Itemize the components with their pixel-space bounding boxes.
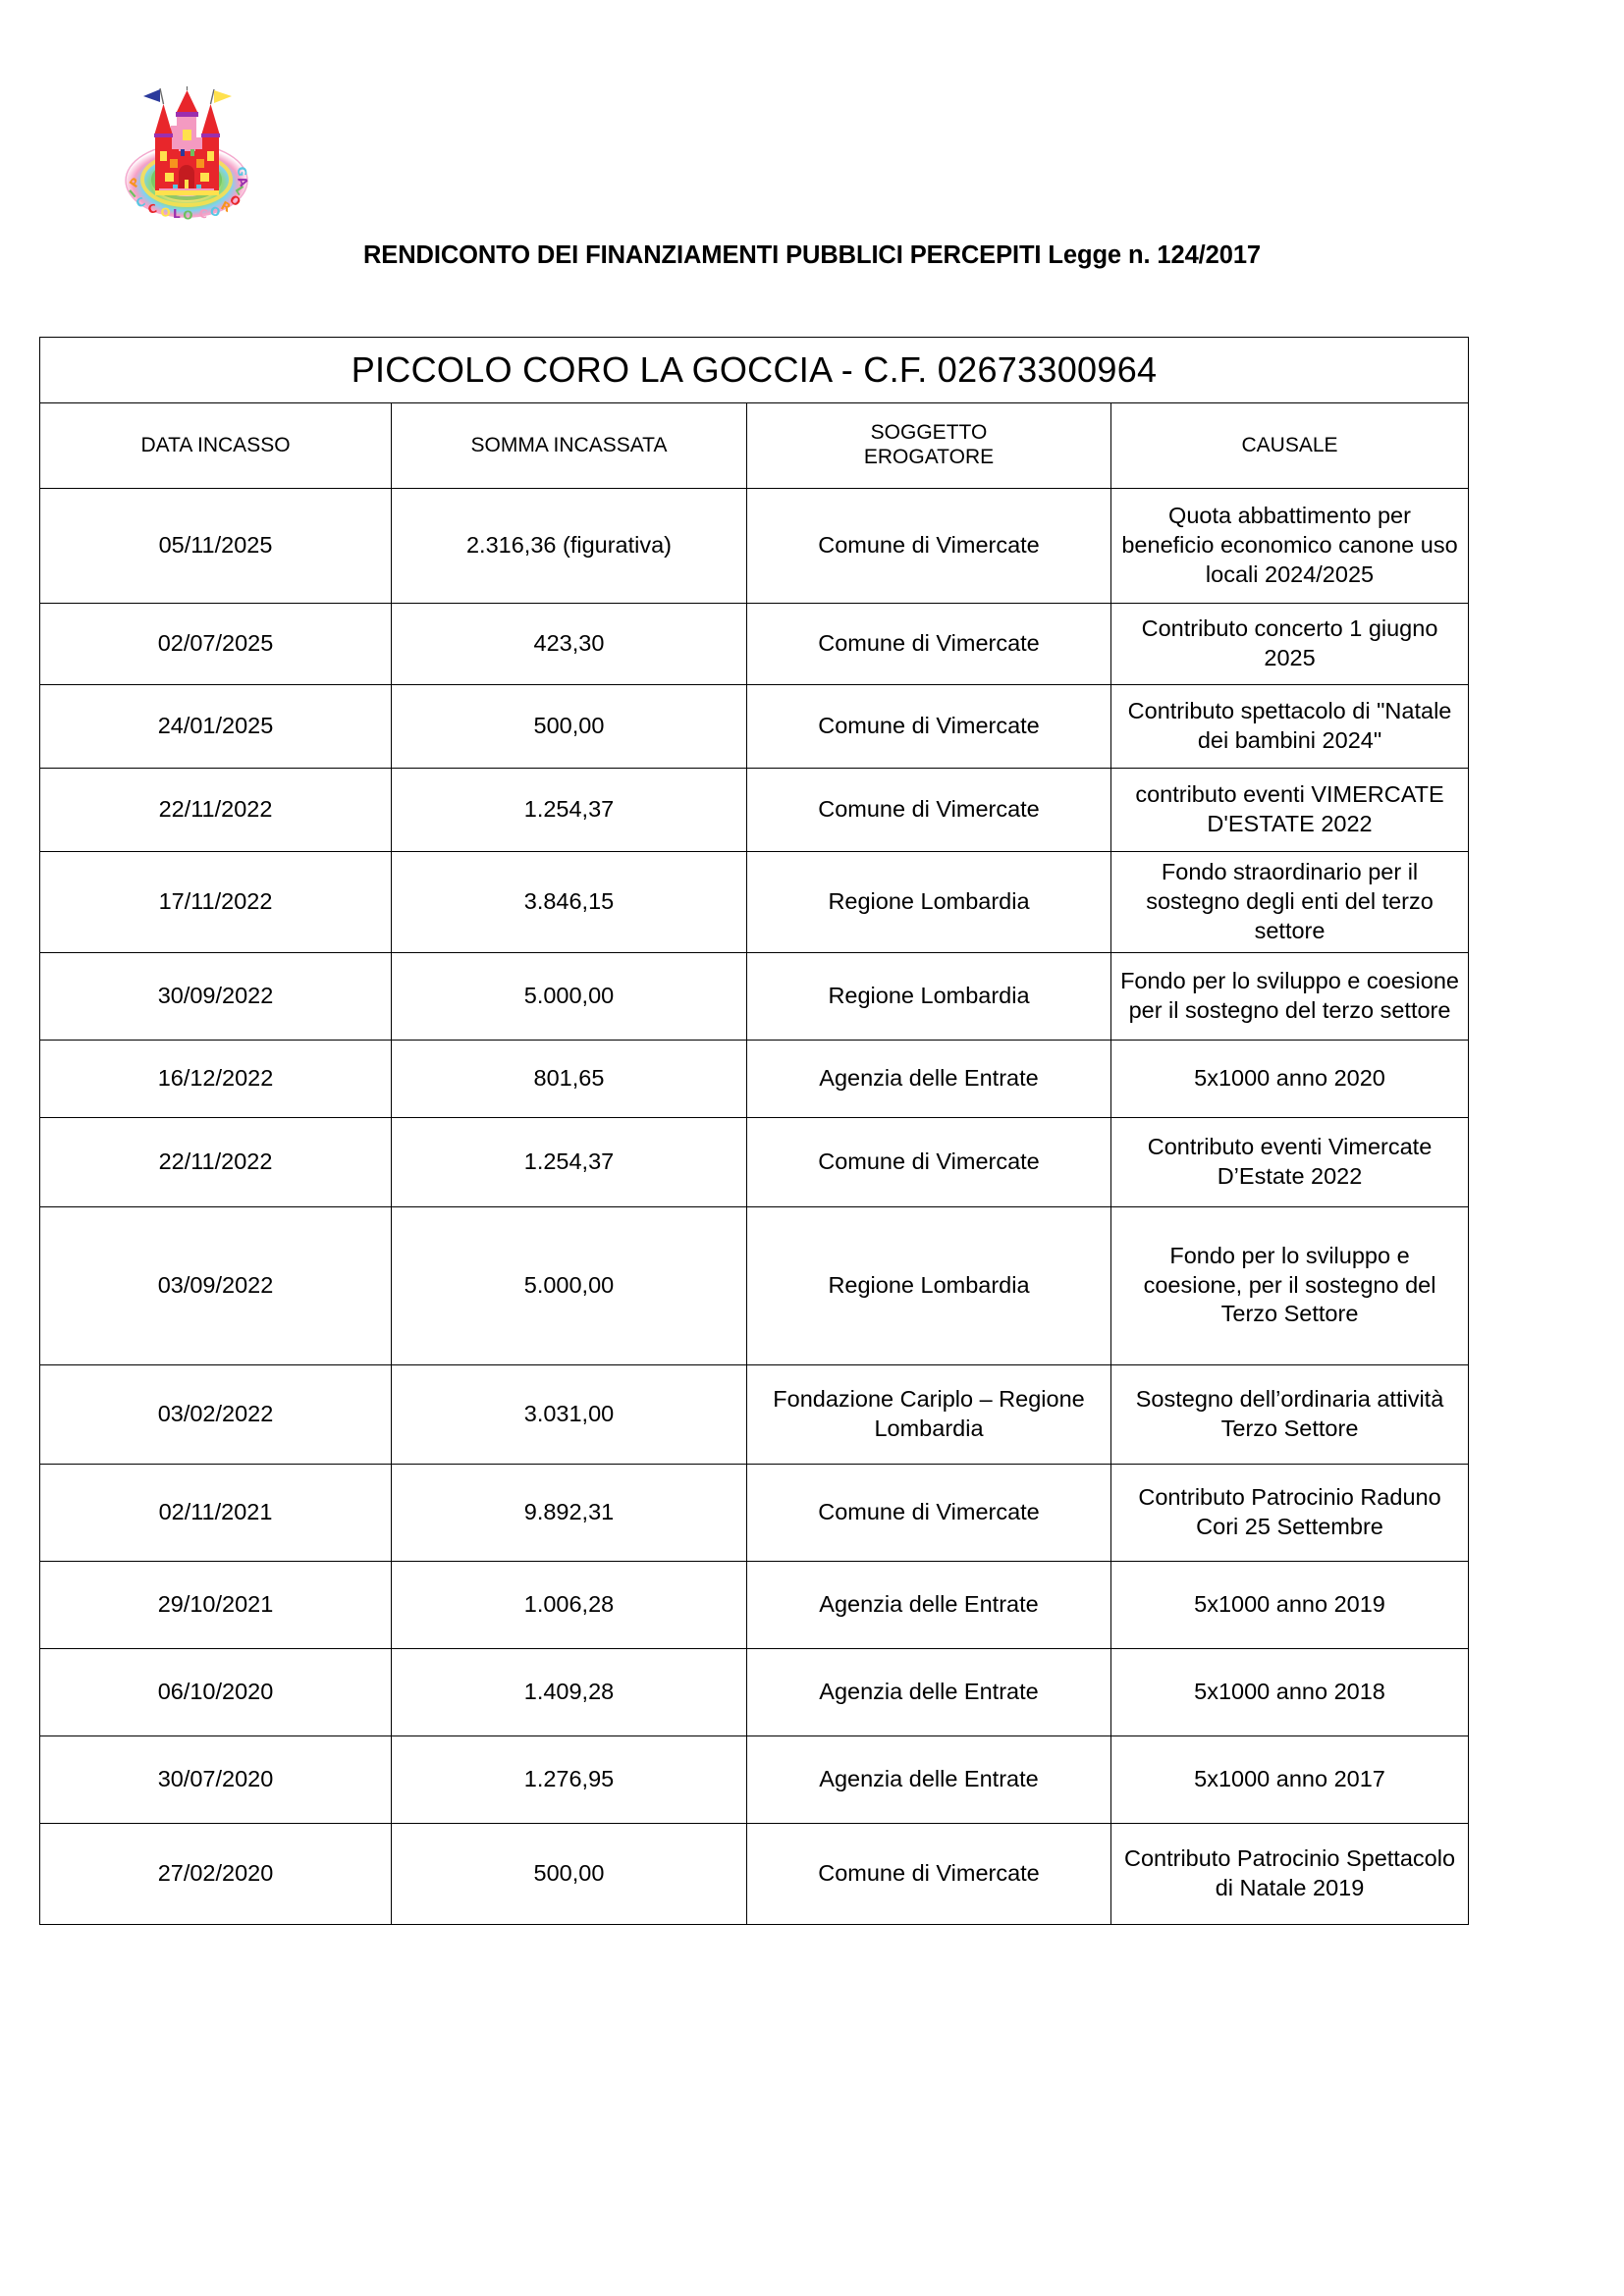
- cell-soggetto-erogatore: Agenzia delle Entrate: [747, 1040, 1111, 1117]
- cell-causale: 5x1000 anno 2019: [1111, 1561, 1469, 1648]
- table-row: [40, 769, 1469, 852]
- cell-data-incasso: 22/11/2022: [40, 769, 392, 852]
- column-header-soggetto-line2: EROGATORE: [863, 446, 995, 468]
- svg-text:C: C: [134, 194, 148, 211]
- cell-data-incasso: 06/10/2020: [40, 1648, 392, 1735]
- cell-somma-incassata: 2.316,36 (figurativa): [392, 489, 747, 604]
- cell-soggetto-erogatore: Comune di Vimercate: [747, 489, 1111, 604]
- svg-text:O: O: [182, 208, 193, 223]
- svg-text:L: L: [232, 183, 248, 198]
- column-header-soggetto-line1: SOGGETTO: [870, 421, 988, 445]
- cell-data-incasso: 16/12/2022: [40, 1040, 392, 1117]
- cell-somma-incassata: 3.846,15: [392, 852, 747, 953]
- table-header-row: [40, 403, 1469, 489]
- cell-causale: Contributo Patrocinio Spettacolo di Natale 2019: [1111, 1823, 1469, 1924]
- cell-soggetto-erogatore: Agenzia delle Entrate: [747, 1648, 1111, 1735]
- cell-soggetto-erogatore: Comune di Vimercate: [747, 769, 1111, 852]
- cell-somma-incassata: 1.409,28: [392, 1648, 747, 1735]
- cell-somma-incassata: 1.254,37: [392, 1117, 747, 1206]
- cell-causale: 5x1000 anno 2017: [1111, 1735, 1469, 1823]
- castle-rainbow-logo-icon: [116, 86, 258, 224]
- cell-causale: Fondo per lo sviluppo e coesione, per il sostegno del Terzo Settore: [1111, 1206, 1469, 1364]
- cell-causale: 5x1000 anno 2020: [1111, 1040, 1469, 1117]
- table-row: [40, 1823, 1469, 1924]
- cell-causale: Fondo straordinario per il sostegno degli enti del terzo settore: [1111, 852, 1469, 953]
- cell-data-incasso: 22/11/2022: [40, 1117, 392, 1206]
- cell-causale: contributo eventi VIMERCATE D'ESTATE 2022: [1111, 769, 1469, 852]
- cell-causale: Contributo spettacolo di "Natale dei bambini 2024": [1111, 685, 1469, 769]
- cell-soggetto-erogatore: Comune di Vimercate: [747, 685, 1111, 769]
- cell-soggetto-erogatore: Agenzia delle Entrate: [747, 1561, 1111, 1648]
- table-row: [40, 1364, 1469, 1464]
- column-header-causale: CAUSALE: [1111, 403, 1469, 489]
- table-row: [40, 604, 1469, 685]
- cell-causale: Contributo eventi Vimercate D’Estate 2022: [1111, 1117, 1469, 1206]
- table-row: [40, 852, 1469, 953]
- column-header-data-incasso: DATA INCASSO: [40, 403, 392, 489]
- cell-data-incasso: 02/07/2025: [40, 604, 392, 685]
- svg-text:R: R: [218, 198, 234, 215]
- cell-somma-incassata: 1.254,37: [392, 769, 747, 852]
- organization-logo: [116, 86, 258, 224]
- cell-causale: Contributo Patrocinio Raduno Cori 25 Settembre: [1111, 1464, 1469, 1561]
- cell-soggetto-erogatore: Regione Lombardia: [747, 852, 1111, 953]
- cell-data-incasso: 24/01/2025: [40, 685, 392, 769]
- cell-data-incasso: 27/02/2020: [40, 1823, 392, 1924]
- cell-soggetto-erogatore: Regione Lombardia: [747, 952, 1111, 1040]
- table-row: [40, 1735, 1469, 1823]
- cell-data-incasso: 03/09/2022: [40, 1206, 392, 1364]
- column-header-soggetto-erogatore: [747, 403, 1111, 489]
- cell-soggetto-erogatore: Fondazione Cariplo – Regione Lombardia: [747, 1364, 1111, 1464]
- cell-data-incasso: 05/11/2025: [40, 489, 392, 604]
- cell-causale: Contributo concerto 1 giugno 2025: [1111, 604, 1469, 685]
- public-funding-table: [39, 337, 1469, 1925]
- table-title: PICCOLO CORO LA GOCCIA - C.F. 02673300964: [40, 338, 1469, 403]
- table-row: [40, 1648, 1469, 1735]
- table-row: [40, 1117, 1469, 1206]
- cell-data-incasso: 30/09/2022: [40, 952, 392, 1040]
- svg-text:A: A: [235, 175, 251, 188]
- cell-somma-incassata: 500,00: [392, 1823, 747, 1924]
- table-row: [40, 1206, 1469, 1364]
- svg-text:P: P: [126, 175, 143, 190]
- cell-data-incasso: 17/11/2022: [40, 852, 392, 953]
- svg-text:O: O: [208, 203, 223, 221]
- svg-text:I: I: [126, 187, 139, 201]
- table-title-row: [40, 338, 1469, 403]
- table-row: [40, 1464, 1469, 1561]
- svg-text:L: L: [173, 207, 181, 221]
- svg-text:G: G: [235, 166, 249, 178]
- table-row: [40, 1040, 1469, 1117]
- cell-soggetto-erogatore: Agenzia delle Entrate: [747, 1735, 1111, 1823]
- table-row: [40, 1561, 1469, 1648]
- svg-text:C: C: [146, 201, 159, 217]
- svg-text:C: C: [197, 206, 209, 222]
- cell-somma-incassata: 801,65: [392, 1040, 747, 1117]
- cell-causale: Sostegno dell’ordinaria attività Terzo Settore: [1111, 1364, 1469, 1464]
- svg-text:O: O: [159, 204, 172, 220]
- cell-somma-incassata: 1.276,95: [392, 1735, 747, 1823]
- cell-causale: Fondo per lo sviluppo e coesione per il sostegno del terzo settore: [1111, 952, 1469, 1040]
- cell-data-incasso: 02/11/2021: [40, 1464, 392, 1561]
- cell-soggetto-erogatore: Comune di Vimercate: [747, 1464, 1111, 1561]
- cell-soggetto-erogatore: Regione Lombardia: [747, 1206, 1111, 1364]
- table-row: [40, 489, 1469, 604]
- cell-causale: 5x1000 anno 2018: [1111, 1648, 1469, 1735]
- cell-somma-incassata: 5.000,00: [392, 952, 747, 1040]
- cell-soggetto-erogatore: Comune di Vimercate: [747, 1823, 1111, 1924]
- cell-somma-incassata: 5.000,00: [392, 1206, 747, 1364]
- page-title: RENDICONTO DEI FINANZIAMENTI PUBBLICI PERCEPITI Legge n. 124/2017: [362, 241, 1261, 269]
- cell-causale: Quota abbattimento per beneficio economico canone uso locali 2024/2025: [1111, 489, 1469, 604]
- cell-somma-incassata: 1.006,28: [392, 1561, 747, 1648]
- cell-somma-incassata: 9.892,31: [392, 1464, 747, 1561]
- table-row: [40, 685, 1469, 769]
- cell-somma-incassata: 3.031,00: [392, 1364, 747, 1464]
- cell-soggetto-erogatore: Comune di Vimercate: [747, 604, 1111, 685]
- cell-data-incasso: 30/07/2020: [40, 1735, 392, 1823]
- cell-soggetto-erogatore: Comune di Vimercate: [747, 1117, 1111, 1206]
- column-header-somma-incassata: SOMMA INCASSATA: [392, 403, 747, 489]
- svg-text:O: O: [226, 191, 244, 210]
- cell-somma-incassata: 423,30: [392, 604, 747, 685]
- cell-data-incasso: 03/02/2022: [40, 1364, 392, 1464]
- table-row: [40, 952, 1469, 1040]
- cell-somma-incassata: 500,00: [392, 685, 747, 769]
- cell-data-incasso: 29/10/2021: [40, 1561, 392, 1648]
